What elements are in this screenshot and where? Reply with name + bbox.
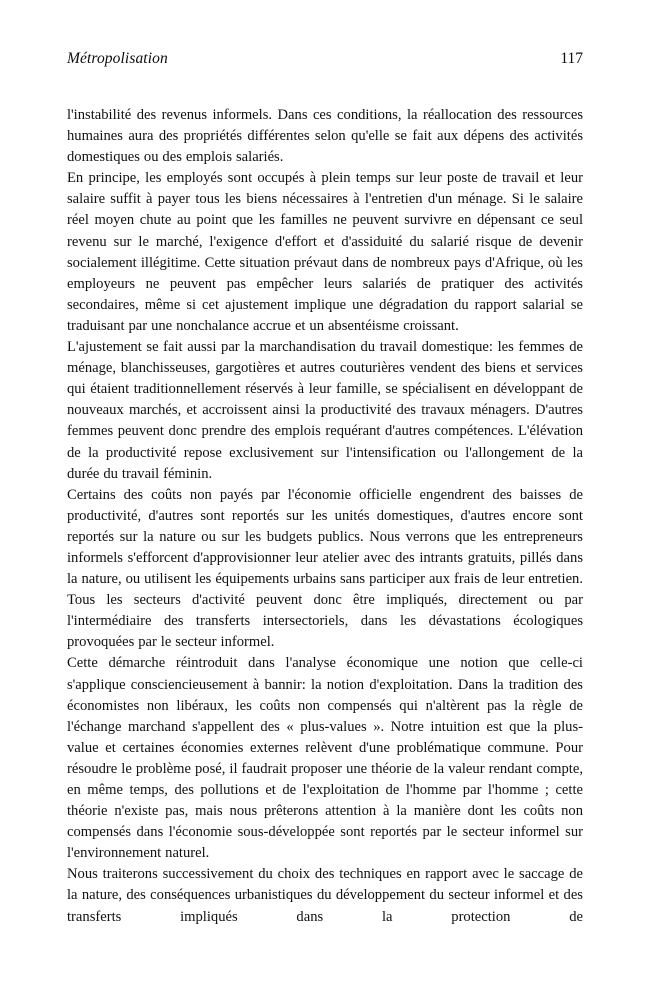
paragraph: En principe, les employés sont occupés à plein temps sur leur poste de travail et leur salaire suffit à payer tous les biens nécessaires à l'entretien d'un ménage. Si le salaire réel moyen chute au point que les familles ne peuvent survivre en dépensant ce seul revenu sur le marché, l'exigence d'effort et d'assiduité du salarié risque de devenir socialement illégitime. Cette situation prévaut dans de nombreux pays d'Afrique, où les employeurs ne peuvent pas empêcher leurs salariés de pratiquer des activités secondaires, même si cet ajustement implique une dégradation du rapport salarial se traduisant par une nonchalance accrue et un absentéisme croissant. (67, 170, 583, 334)
paragraph: Certains des coûts non payés par l'économie officielle engendrent des baisses de productivité, d'autres sont reportés sur les unités domestiques, d'autres encore sont reportés sur la nature ou sur les budgets publics. Nous verrons que les entrepreneurs informels s'efforcent d'approvisionner leur atelier avec des intrants gratuits, pillés dans la nature, ou utilisent les équipements urbains sans participer aux frais de leur entretien. Tous les secteurs d'activité peuvent donc être impliqués, directement ou par l'intermédiaire des transferts intersectoriels, dans les dévastations écologiques provoquées par le secteur informel. (67, 486, 583, 651)
body-text-block (67, 105, 583, 928)
paragraph: L'ajustement se fait aussi par la marchandisation du travail domestique: les femmes de ménage, blanchisseuses, gargotières et autres couturières vendent des biens et services qui étaient traditionnellement réservés à leur famille, se spécialisent en développant de nouveaux marchés, et accroissent ainsi la productivité des travaux ménagers. D'autres femmes peuvent donc prendre des emplois requérant d'autres compétences. L'élévation de la productivité repose exclusivement sur l'intensification ou l'allongement de la durée du travail féminin. (67, 339, 583, 482)
page-number: 117 (560, 50, 583, 67)
paragraph: Cette démarche réintroduit dans l'analyse économique une notion que celle-ci s'applique consciencieusement à bannir: la notion d'exploitation. Dans la tradition des économistes non libéraux, les coûts non compensés qui n'altèrent pas la règle de l'échange marchand s'appellent des « plus-values ». Notre intuition est que la plus-value et certaines économies externes relèvent d'une problématique commune. Pour résoudre le problème posé, il faudrait proposer une théorie de la valeur rendant compte, en même temps, des pollutions et de l'exploitation de l'homme par l'homme ; cette théorie n'existe pas, mais nous prêterons attention à la manière dont les coûts non compensés dans l'économie sous-développée sont reportés par le secteur informel sur l'environnement naturel. (67, 655, 583, 862)
running-head (67, 50, 583, 72)
paragraph: Nous traiterons successivement du choix des techniques en rapport avec le saccage de la nature, des conséquences urbanistiques du développement du secteur informel et des transferts impliqués dans la protection de (67, 866, 583, 925)
paragraph: l'instabilité des revenus informels. Dans ces conditions, la réallocation des ressources humaines aura des propriétés différentes selon qu'elle se fait aux dépens des activités domestiques ou des emplois salariés. (67, 107, 583, 166)
running-head-title: Métropolisation (67, 50, 168, 67)
